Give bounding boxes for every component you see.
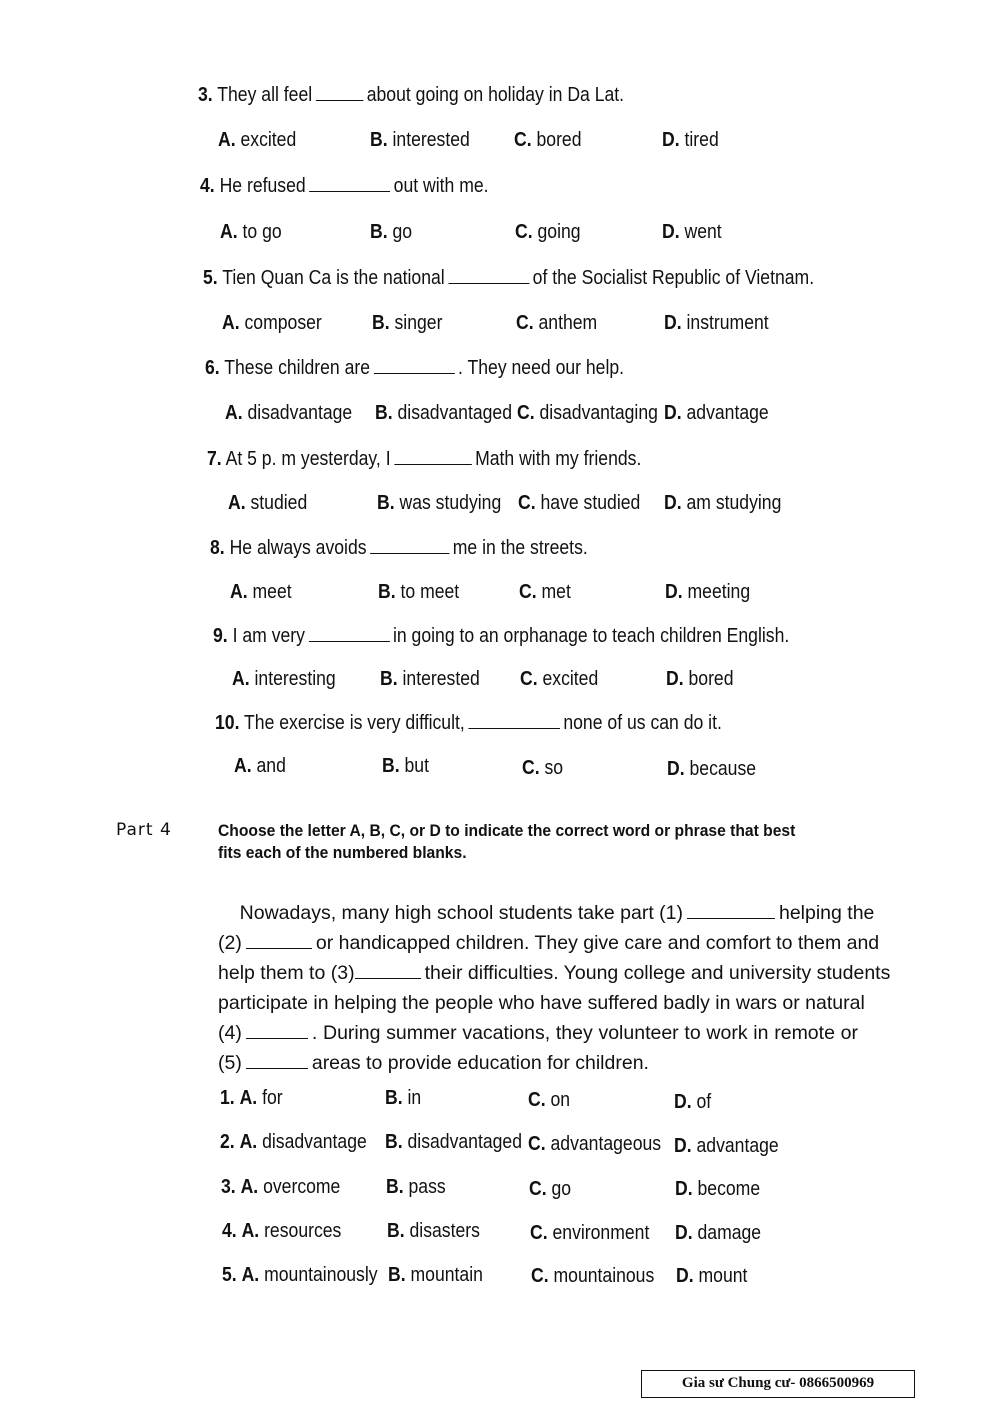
p4-item-1-option-b[interactable]: B. in	[385, 1087, 422, 1109]
p4-item-4-option-a[interactable]: 4. A. resources	[222, 1220, 342, 1242]
q6-option-d[interactable]: D. advantage	[664, 402, 769, 424]
q4-option-a[interactable]: A. to go	[220, 221, 282, 243]
q10-option-c[interactable]: C. so	[522, 757, 564, 779]
p4-item-5-option-d[interactable]: D. mount	[676, 1265, 748, 1287]
q7-option-c[interactable]: C. have studied	[518, 492, 641, 514]
passage-line: (2) or handicapped children. They give care and comfort to them and	[218, 932, 880, 954]
passage-blank-4[interactable]	[246, 1024, 308, 1039]
q3-option-d[interactable]: D. tired	[662, 129, 719, 151]
answer-blank[interactable]	[316, 86, 364, 101]
q5-option-d[interactable]: D. instrument	[664, 312, 769, 334]
q5-option-b[interactable]: B. singer	[372, 312, 443, 334]
answer-blank[interactable]	[309, 177, 390, 192]
q5-option-c[interactable]: C. anthem	[516, 312, 598, 334]
footer-contact-box: Gia sư Chung cư- 0866500969	[641, 1370, 915, 1398]
p4-item-4-option-b[interactable]: B. disasters	[387, 1220, 480, 1242]
p4-item-5-option-b[interactable]: B. mountain	[388, 1264, 483, 1286]
q4-option-d[interactable]: D. went	[662, 221, 722, 243]
q6-option-c[interactable]: C. disadvantaging	[517, 402, 658, 424]
q8-option-a[interactable]: A. meet	[230, 581, 292, 603]
q8-option-c[interactable]: C. met	[519, 581, 571, 603]
q9-option-b[interactable]: B. interested	[380, 668, 480, 690]
q3-option-c[interactable]: C. bored	[514, 129, 582, 151]
answer-blank[interactable]	[370, 539, 449, 554]
q10-option-d[interactable]: D. because	[667, 758, 757, 780]
q8-option-d[interactable]: D. meeting	[665, 581, 751, 603]
p4-item-2-option-b[interactable]: B. disadvantaged	[385, 1131, 522, 1153]
question-6: 6. These children are . They need our help.	[205, 357, 625, 379]
passage-line: Nowadays, many high school students take part (1) helping the	[239, 902, 875, 924]
q7-option-d[interactable]: D. am studying	[664, 492, 782, 514]
part-4-label: Part 4	[116, 820, 172, 840]
question-8: 8. He always avoids me in the streets.	[210, 537, 588, 559]
passage-blank-5[interactable]	[246, 1054, 308, 1069]
answer-blank[interactable]	[374, 359, 455, 374]
q6-option-a[interactable]: A. disadvantage	[225, 402, 353, 424]
part-4-instruction: Choose the letter A, B, C, or D to indicate the correct word or phrase that best fits each of the numbered blanks.	[218, 821, 796, 862]
q3-option-b[interactable]: B. interested	[370, 129, 470, 151]
answer-blank[interactable]	[468, 714, 560, 729]
p4-item-4-option-d[interactable]: D. damage	[675, 1222, 762, 1244]
q10-option-b[interactable]: B. but	[382, 755, 429, 777]
q10-option-a[interactable]: A. and	[234, 755, 286, 777]
q9-option-d[interactable]: D. bored	[666, 668, 734, 690]
p4-item-2-option-d[interactable]: D. advantage	[674, 1135, 779, 1157]
passage-line: (4) . During summer vacations, they volunteer to work in remote or	[218, 1022, 858, 1044]
question-4: 4. He refused out with me.	[200, 175, 489, 197]
p4-item-4-option-c[interactable]: C. environment	[530, 1222, 650, 1244]
passage-blank-2[interactable]	[246, 934, 312, 949]
p4-item-5-option-a[interactable]: 5. A. mountainously	[222, 1264, 378, 1286]
passage-line: help them to (3) their difficulties. Young college and university students	[218, 962, 891, 984]
q9-option-a[interactable]: A. interesting	[232, 668, 336, 690]
passage-line: (5) areas to provide education for children.	[218, 1052, 649, 1074]
passage-line: participate in helping the people who have suffered badly in wars or natural	[218, 992, 865, 1014]
p4-item-2-option-c[interactable]: C. advantageous	[528, 1133, 662, 1155]
question-10: 10. The exercise is very difficult, none of us can do it.	[215, 712, 722, 734]
p4-item-5-option-c[interactable]: C. mountainous	[531, 1265, 655, 1287]
q8-option-b[interactable]: B. to meet	[378, 581, 460, 603]
p4-item-3-option-c[interactable]: C. go	[529, 1178, 572, 1200]
q4-option-b[interactable]: B. go	[370, 221, 413, 243]
question-5: 5. Tien Quan Ca is the national of the Socialist Republic of Vietnam.	[203, 267, 815, 289]
q6-option-b[interactable]: B. disadvantaged	[375, 402, 512, 424]
question-7: 7. At 5 p. m yesterday, I Math with my friends.	[207, 448, 642, 470]
passage-blank-3[interactable]	[355, 964, 421, 979]
q7-option-b[interactable]: B. was studying	[377, 492, 502, 514]
reading-passage	[218, 898, 891, 1078]
p4-item-3-option-d[interactable]: D. become	[675, 1178, 761, 1200]
passage-blank-1[interactable]	[687, 904, 775, 919]
answer-blank[interactable]	[394, 450, 471, 465]
p4-item-3-option-a[interactable]: 3. A. overcome	[221, 1176, 341, 1198]
p4-item-3-option-b[interactable]: B. pass	[386, 1176, 446, 1198]
question-9: 9. I am very in going to an orphanage to teach children English.	[213, 625, 790, 647]
answer-blank[interactable]	[308, 627, 389, 642]
answer-blank[interactable]	[448, 269, 529, 284]
q4-option-c[interactable]: C. going	[515, 221, 581, 243]
question-3: 3. They all feel about going on holiday in Da Lat.	[198, 84, 625, 106]
p4-item-1-option-d[interactable]: D. of	[674, 1091, 712, 1113]
p4-item-1-option-a[interactable]: 1. A. for	[220, 1087, 283, 1109]
q5-option-a[interactable]: A. composer	[222, 312, 322, 334]
p4-item-2-option-a[interactable]: 2. A. disadvantage	[220, 1131, 367, 1153]
p4-item-1-option-c[interactable]: C. on	[528, 1089, 571, 1111]
q9-option-c[interactable]: C. excited	[520, 668, 599, 690]
q3-option-a[interactable]: A. excited	[218, 129, 297, 151]
q7-option-a[interactable]: A. studied	[228, 492, 308, 514]
